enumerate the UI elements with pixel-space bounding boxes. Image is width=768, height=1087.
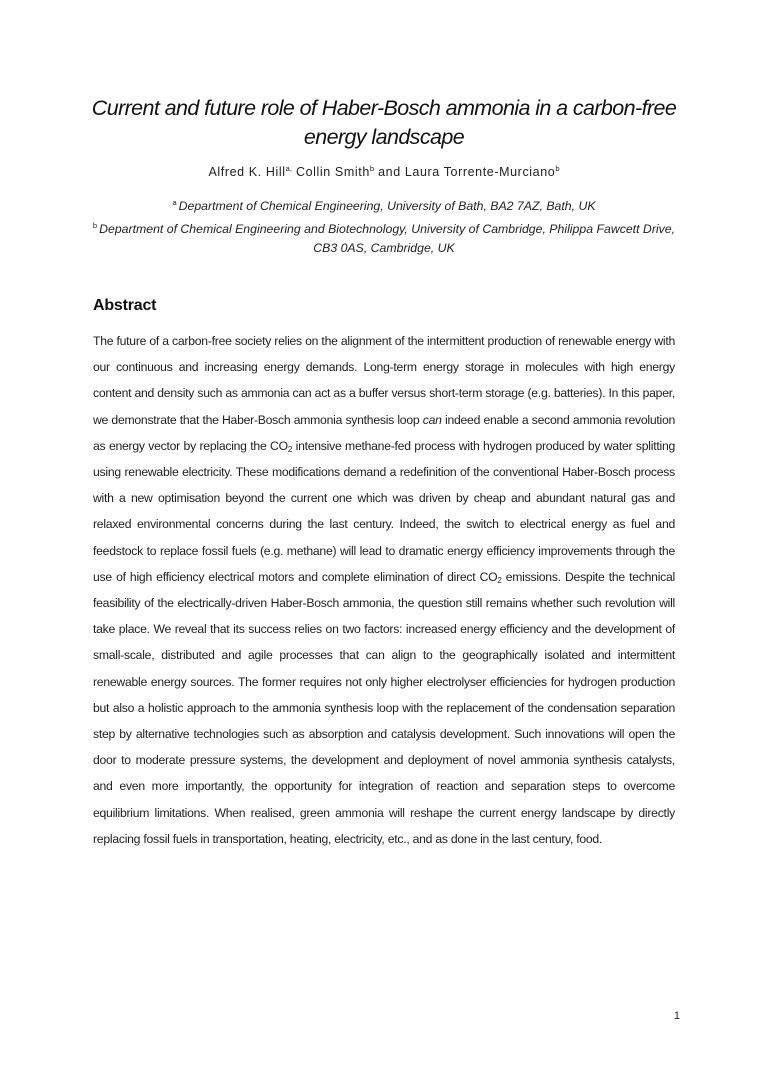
- abstract-body: [93, 328, 675, 852]
- affiliation-text: Department of Chemical Engineering and Biotechnology, University of Cambridge, Philippa Fawcett Drive, CB3 0AS, Cambridge, UK: [99, 222, 676, 255]
- abstract-text: emissions. Despite the technical feasibility of the electrically-driven Haber-Bosch ammonia, the question still remains whether such revolution will take place. We reveal that its success relies on two factors: increased energy efficiency and the development of small-scale, distributed and agile processes that can align to the geographically isolated and intermittent renewable energy sources. The former requires not only higher electrolyser efficiencies for hydrogen production but also a holistic approach to the ammonia synthesis loop with the replacement of the condensation separation step by alternative technologies such as absorption and catalysis development. Such innovations will open the door to moderate pressure systems, the development and deployment of novel ammonia synthesis catalysts, and even more importantly, the opportunity for integration of reaction and separation steps to overcome equilibrium limitations. When realised, green ammonia will reshape the current energy landscape by directly replacing fossil fuels in transportation, heating, electricity, etc., and as done in the last century, food.: [93, 569, 675, 846]
- subscript: 2: [287, 444, 293, 454]
- abstract-emphasis: can: [422, 412, 442, 427]
- affiliation-text: Department of Chemical Engineering, University of Bath, BA2 7AZ, Bath, UK: [178, 199, 596, 213]
- affiliation-mark: a: [172, 198, 177, 207]
- author-name: Alfred K. Hill: [208, 165, 286, 179]
- affiliation-list: [80, 193, 688, 258]
- author-name: Collin Smith: [296, 165, 370, 179]
- affiliation-mark: b: [555, 164, 560, 173]
- abstract-text: The future of a carbon-free society relies on the alignment of the intermittent production of renewable energy with our continuous and increasing energy demands. Long-term energy storage in molecules with high energy content and density such as ammonia can act as a buffer versus short-term storage (e.g. batteries). In this paper, we demonstrate that the Haber-Bosch ammonia synthesis loop: [93, 334, 675, 427]
- subscript: 2: [497, 575, 502, 585]
- affiliation-mark: a,: [285, 164, 292, 173]
- affiliation: [80, 193, 688, 216]
- affiliation: [80, 216, 688, 258]
- author-list: [80, 164, 688, 179]
- affiliation-mark: b: [369, 164, 375, 173]
- abstract-heading: Abstract: [93, 297, 157, 314]
- author-separator: and: [374, 165, 405, 179]
- paper-title: Current and future role of Haber-Bosch ammonia in a carbon-free energy landscape: [91, 96, 677, 149]
- author-name: Laura Torrente-Murciano: [404, 165, 556, 179]
- abstract-text: intensive methane-fed process with hydrogen produced by water splitting using renewable electricity. These modifications demand a redefinition of the conventional Haber-Bosch process with a new optimisation beyond the current one which was driven by cheap and abundant natural gas and relaxed environmental concerns during the last century. Indeed, the switch to electrical energy as fuel and feedstock to replace fossil fuels (e.g. methane) will lead to dramatic energy efficiency improvements through the use of high efficiency electrical motors and complete elimination of direct CO: [93, 438, 675, 584]
- abstract-text: indeed enable a second ammonia revolution as energy vector by replacing the CO: [93, 412, 676, 453]
- affiliation-mark: b: [92, 221, 98, 230]
- page-number: 1: [673, 1010, 680, 1022]
